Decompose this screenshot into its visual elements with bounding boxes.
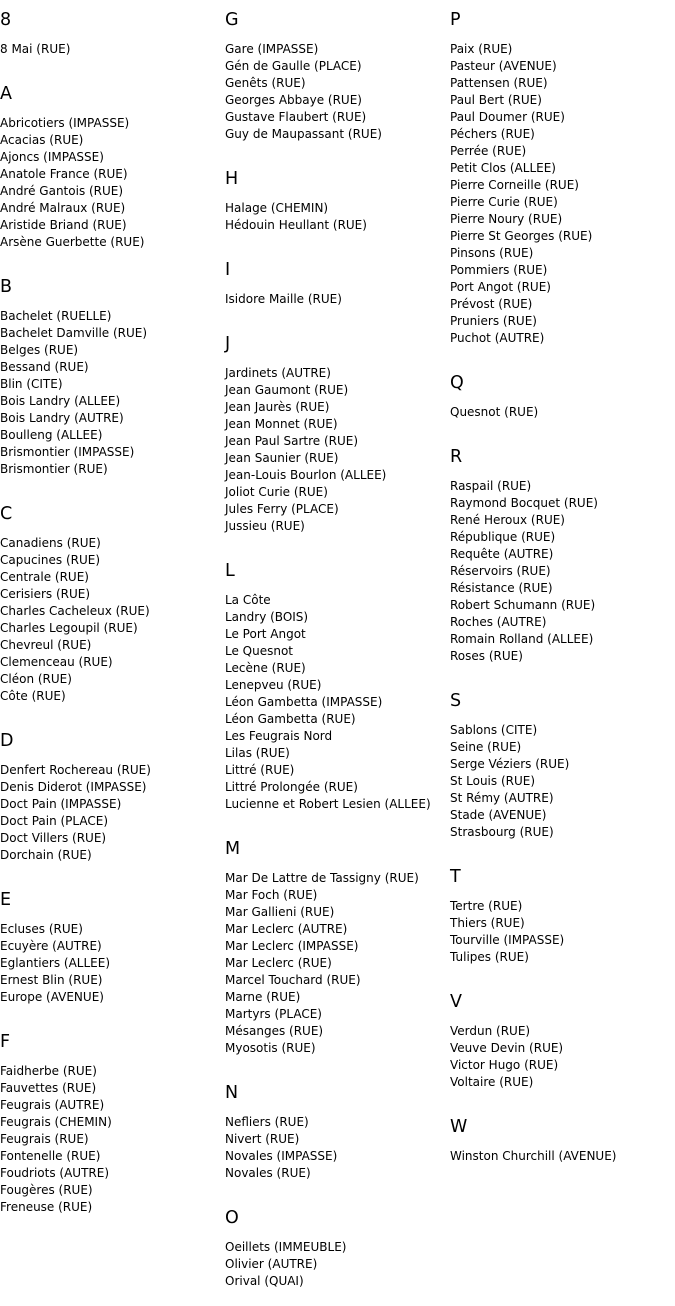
- street-link[interactable]: Littré (RUE): [225, 763, 295, 777]
- street-link[interactable]: Bois Landry (AUTRE): [0, 411, 124, 425]
- street-link[interactable]: Feugrais (AUTRE): [0, 1098, 105, 1112]
- street-link[interactable]: Dorchain (RUE): [0, 848, 92, 862]
- street-link[interactable]: Hédouin Heullant (RUE): [225, 218, 367, 232]
- street-index-column: [225, 0, 450, 1306]
- street-link[interactable]: Denfert Rochereau (RUE): [0, 763, 151, 777]
- street-link[interactable]: St Louis (RUE): [450, 774, 536, 788]
- street-link[interactable]: Jean Paul Sartre (RUE): [225, 434, 359, 448]
- street-link[interactable]: Centrale (RUE): [0, 570, 89, 584]
- letter-heading: Q: [450, 373, 464, 393]
- street-link[interactable]: Paul Doumer (RUE): [450, 110, 565, 124]
- street-link[interactable]: Pattensen (RUE): [450, 76, 548, 90]
- street-link[interactable]: Pinsons (RUE): [450, 246, 534, 260]
- street-link[interactable]: Brismontier (RUE): [0, 462, 108, 476]
- street-link[interactable]: Léon Gambetta (IMPASSE): [225, 695, 383, 709]
- street-list: [0, 921, 225, 1006]
- street-link[interactable]: Tourville (IMPASSE): [450, 933, 565, 947]
- street-link[interactable]: Lilas (RUE): [225, 746, 290, 760]
- letter-heading: T: [450, 867, 461, 887]
- street-link[interactable]: Jules Ferry (PLACE): [225, 502, 339, 516]
- street-link[interactable]: Georges Abbaye (RUE): [225, 93, 362, 107]
- street-link[interactable]: Isidore Maille (RUE): [225, 292, 342, 306]
- street-list: [0, 115, 225, 251]
- street-link[interactable]: Nivert (RUE): [225, 1132, 300, 1146]
- group-spacer: [450, 347, 675, 363]
- street-link[interactable]: Mar De Lattre de Tassigny (RUE): [225, 871, 419, 885]
- street-link[interactable]: Arsène Guerbette (RUE): [0, 235, 145, 249]
- street-link[interactable]: Gare (IMPASSE): [225, 42, 319, 56]
- street-link[interactable]: Robert Schumann (RUE): [450, 598, 596, 612]
- street-link[interactable]: Bois Landry (ALLEE): [0, 394, 121, 408]
- street-link[interactable]: Foudriots (AUTRE): [0, 1166, 110, 1180]
- street-link[interactable]: Tertre (RUE): [450, 899, 523, 913]
- street-link[interactable]: Freneuse (RUE): [0, 1200, 93, 1214]
- letter-group: [225, 328, 450, 551]
- street-link[interactable]: Le Quesnot: [225, 644, 294, 658]
- street-list: [450, 478, 675, 665]
- street-link[interactable]: Littré Prolongée (RUE): [225, 780, 358, 794]
- street-link[interactable]: Roches (AUTRE): [450, 615, 547, 629]
- street-link[interactable]: Petit Clos (ALLEE): [450, 161, 556, 175]
- street-link[interactable]: Jean-Louis Bourlon (ALLEE): [225, 468, 387, 482]
- letter-heading: O: [225, 1208, 239, 1228]
- street-link[interactable]: Pierre Curie (RUE): [450, 195, 558, 209]
- street-link[interactable]: Landry (BOIS): [225, 610, 309, 624]
- street-list: [0, 535, 225, 705]
- letter-group: [0, 725, 225, 880]
- street-link[interactable]: Jean Gaumont (RUE): [225, 383, 349, 397]
- street-link[interactable]: Brismontier (IMPASSE): [0, 445, 135, 459]
- street-link[interactable]: Le Port Angot: [225, 627, 306, 641]
- street-link[interactable]: Roses (RUE): [450, 649, 523, 663]
- street-link[interactable]: Pierre Corneille (RUE): [450, 178, 579, 192]
- street-link[interactable]: Mar Foch (RUE): [225, 888, 318, 902]
- street-link[interactable]: Joliot Curie (RUE): [225, 485, 328, 499]
- street-link[interactable]: Seine (RUE): [450, 740, 522, 754]
- street-link[interactable]: Capucines (RUE): [0, 553, 101, 567]
- street-link[interactable]: Olivier (AUTRE): [225, 1257, 318, 1271]
- street-link[interactable]: Clemenceau (RUE): [0, 655, 113, 669]
- street-link[interactable]: Résistance (RUE): [450, 581, 553, 595]
- street-link[interactable]: Martyrs (PLACE): [225, 1007, 322, 1021]
- street-link[interactable]: Doct Pain (PLACE): [0, 814, 109, 828]
- street-link[interactable]: Oeillets (IMMEUBLE): [225, 1240, 347, 1254]
- street-list: [225, 1114, 450, 1182]
- letter-heading: V: [450, 992, 462, 1012]
- street-link[interactable]: Gustave Flaubert (RUE): [225, 110, 367, 124]
- street-link[interactable]: Fougères (RUE): [0, 1183, 93, 1197]
- street-list: [450, 1023, 675, 1091]
- group-spacer: [450, 1165, 675, 1181]
- street-link[interactable]: Prévost (RUE): [450, 297, 533, 311]
- street-link[interactable]: Nefliers (RUE): [225, 1115, 309, 1129]
- street-link[interactable]: Mar Leclerc (IMPASSE): [225, 939, 359, 953]
- street-list: [0, 308, 225, 478]
- street-list: [450, 722, 675, 841]
- letter-group: [0, 271, 225, 494]
- letter-heading: N: [225, 1083, 239, 1103]
- street-link[interactable]: Faidherbe (RUE): [0, 1064, 97, 1078]
- street-link[interactable]: Jean Saunier (RUE): [225, 451, 339, 465]
- group-spacer: [450, 665, 675, 681]
- group-spacer: [0, 1006, 225, 1022]
- letter-heading: B: [0, 277, 13, 297]
- letter-group: [450, 861, 675, 982]
- street-link[interactable]: Veuve Devin (RUE): [450, 1041, 564, 1055]
- street-link[interactable]: Ecuyère (AUTRE): [0, 939, 102, 953]
- letter-heading: A: [0, 84, 12, 104]
- letter-group: [225, 163, 450, 250]
- letter-group: [225, 4, 450, 159]
- letter-heading: D: [0, 731, 14, 751]
- street-link[interactable]: André Gantois (RUE): [0, 184, 124, 198]
- street-link[interactable]: Mar Leclerc (RUE): [225, 956, 332, 970]
- street-link[interactable]: Léon Gambetta (RUE): [225, 712, 356, 726]
- street-link[interactable]: Cerisiers (RUE): [0, 587, 91, 601]
- street-list: [225, 592, 450, 813]
- street-link[interactable]: Feugrais (RUE): [0, 1132, 89, 1146]
- group-spacer: [0, 58, 225, 74]
- street-link[interactable]: Belges (RUE): [0, 343, 79, 357]
- street-link[interactable]: Victor Hugo (RUE): [450, 1058, 559, 1072]
- group-spacer: [0, 251, 225, 267]
- letter-group: [450, 441, 675, 681]
- street-link[interactable]: Feugrais (CHEMIN): [0, 1115, 112, 1129]
- street-link[interactable]: René Heroux (RUE): [450, 513, 565, 527]
- street-link[interactable]: Jardinets (AUTRE): [225, 366, 331, 380]
- letter-group: [450, 4, 675, 363]
- group-spacer: [0, 478, 225, 494]
- street-link[interactable]: Jean Jaurès (RUE): [225, 400, 330, 414]
- group-spacer: [450, 1091, 675, 1107]
- letter-group: [225, 555, 450, 829]
- street-link[interactable]: Pommiers (RUE): [450, 263, 548, 277]
- street-link[interactable]: Verdun (RUE): [450, 1024, 531, 1038]
- street-link[interactable]: Chevreul (RUE): [0, 638, 92, 652]
- street-link[interactable]: Jussieu (RUE): [225, 519, 305, 533]
- letter-heading: F: [0, 1032, 11, 1052]
- street-link[interactable]: Pasteur (AVENUE): [450, 59, 557, 73]
- street-link[interactable]: Acacias (RUE): [0, 133, 84, 147]
- street-link[interactable]: Lecène (RUE): [225, 661, 306, 675]
- street-list: [225, 291, 450, 308]
- letter-heading: J: [225, 334, 231, 354]
- letter-group: [0, 1026, 225, 1232]
- letter-group: [450, 685, 675, 857]
- street-link[interactable]: Orival (QUAI): [225, 1274, 304, 1288]
- street-link[interactable]: Pierre Noury (RUE): [450, 212, 563, 226]
- street-link[interactable]: André Malraux (RUE): [0, 201, 126, 215]
- letter-heading: I: [225, 260, 231, 280]
- street-list: [450, 1148, 675, 1165]
- street-index-column: [0, 0, 225, 1232]
- street-link[interactable]: Guy de Maupassant (RUE): [225, 127, 382, 141]
- street-link[interactable]: Bessand (RUE): [0, 360, 89, 374]
- street-link[interactable]: Stade (AVENUE): [450, 808, 547, 822]
- street-link[interactable]: Strasbourg (RUE): [450, 825, 554, 839]
- street-link[interactable]: Doct Pain (IMPASSE): [0, 797, 122, 811]
- street-link[interactable]: Péchers (RUE): [450, 127, 535, 141]
- street-link[interactable]: Genêts (RUE): [225, 76, 306, 90]
- street-list: [450, 41, 675, 347]
- street-link[interactable]: Charles Legoupil (RUE): [0, 621, 138, 635]
- street-link[interactable]: Marne (RUE): [225, 990, 301, 1004]
- street-link[interactable]: Paix (RUE): [450, 42, 513, 56]
- letter-heading: W: [450, 1117, 468, 1137]
- street-link[interactable]: 8 Mai (RUE): [0, 42, 71, 56]
- letter-heading: P: [450, 10, 461, 30]
- street-link[interactable]: Myosotis (RUE): [225, 1041, 316, 1055]
- street-link[interactable]: Aristide Briand (RUE): [0, 218, 127, 232]
- group-spacer: [225, 308, 450, 324]
- letter-group: [225, 1202, 450, 1306]
- street-link[interactable]: Thiers (RUE): [450, 916, 525, 930]
- street-link[interactable]: Bachelet Damville (RUE): [0, 326, 148, 340]
- street-list: [225, 41, 450, 143]
- street-link[interactable]: Winston Churchill (AVENUE): [450, 1149, 617, 1163]
- street-link[interactable]: République (RUE): [450, 530, 556, 544]
- street-link[interactable]: Charles Cacheleux (RUE): [0, 604, 150, 618]
- street-link[interactable]: Halage (CHEMIN): [225, 201, 329, 215]
- group-spacer: [0, 705, 225, 721]
- letter-group: [0, 884, 225, 1022]
- letter-group: [450, 1111, 675, 1181]
- street-link[interactable]: Côte (RUE): [0, 689, 66, 703]
- group-spacer: [225, 143, 450, 159]
- letter-heading: H: [225, 169, 239, 189]
- group-spacer: [0, 1216, 225, 1232]
- street-link[interactable]: Les Feugrais Nord: [225, 729, 333, 743]
- letter-group: [450, 986, 675, 1107]
- letter-heading: L: [225, 561, 235, 581]
- street-link[interactable]: Ernest Blin (RUE): [0, 973, 103, 987]
- group-spacer: [450, 966, 675, 982]
- street-link[interactable]: Boulleng (ALLEE): [0, 428, 103, 442]
- street-link[interactable]: Puchot (AUTRE): [450, 331, 545, 345]
- group-spacer: [0, 864, 225, 880]
- letter-heading: S: [450, 691, 462, 711]
- street-list: [225, 200, 450, 234]
- group-spacer: [225, 234, 450, 250]
- street-link[interactable]: Port Angot (RUE): [450, 280, 551, 294]
- street-link[interactable]: Ajoncs (IMPASSE): [0, 150, 104, 164]
- group-spacer: [450, 841, 675, 857]
- street-link[interactable]: Abricotiers (IMPASSE): [0, 116, 130, 130]
- street-link[interactable]: Marcel Touchard (RUE): [225, 973, 361, 987]
- street-index-column: [450, 0, 675, 1181]
- letter-heading: G: [225, 10, 239, 30]
- street-link[interactable]: Pierre St Georges (RUE): [450, 229, 593, 243]
- street-link[interactable]: La Côte: [225, 593, 271, 607]
- street-link[interactable]: Jean Monnet (RUE): [225, 417, 338, 431]
- group-spacer: [225, 535, 450, 551]
- street-link[interactable]: Perrée (RUE): [450, 144, 527, 158]
- street-link[interactable]: Paul Bert (RUE): [450, 93, 542, 107]
- street-list: [0, 1063, 225, 1216]
- letter-group: [225, 833, 450, 1073]
- street-link[interactable]: Ecluses (RUE): [0, 922, 83, 936]
- street-link[interactable]: Raymond Bocquet (RUE): [450, 496, 598, 510]
- street-link[interactable]: Blin (CITE): [0, 377, 63, 391]
- street-link[interactable]: Pruniers (RUE): [450, 314, 537, 328]
- street-link[interactable]: Mar Leclerc (AUTRE): [225, 922, 348, 936]
- street-list: [0, 762, 225, 864]
- street-link[interactable]: Tulipes (RUE): [450, 950, 529, 964]
- street-link[interactable]: Novales (IMPASSE): [225, 1149, 338, 1163]
- street-link[interactable]: Gén de Gaulle (PLACE): [225, 59, 362, 73]
- letter-group: [0, 78, 225, 267]
- group-spacer: [225, 1057, 450, 1073]
- street-link[interactable]: Fauvettes (RUE): [0, 1081, 97, 1095]
- street-link[interactable]: Novales (RUE): [225, 1166, 311, 1180]
- street-link[interactable]: Voltaire (RUE): [450, 1075, 534, 1089]
- street-link[interactable]: Lucienne et Robert Lesien (ALLEE): [225, 797, 431, 811]
- street-link[interactable]: Mésanges (RUE): [225, 1024, 324, 1038]
- group-spacer: [225, 1182, 450, 1198]
- street-link[interactable]: Quesnot (RUE): [450, 405, 539, 419]
- street-link[interactable]: Canadiens (RUE): [0, 536, 101, 550]
- group-spacer: [225, 1290, 450, 1306]
- street-list: [0, 41, 225, 58]
- street-link[interactable]: Cléon (RUE): [0, 672, 72, 686]
- street-link[interactable]: St Rémy (AUTRE): [450, 791, 554, 805]
- street-link[interactable]: Europe (AVENUE): [0, 990, 104, 1004]
- street-link[interactable]: Doct Villers (RUE): [0, 831, 107, 845]
- letter-group: [0, 4, 225, 74]
- group-spacer: [450, 421, 675, 437]
- street-list: [225, 365, 450, 535]
- street-link[interactable]: Réservoirs (RUE): [450, 564, 551, 578]
- street-list: [450, 898, 675, 966]
- letter-heading: 8: [0, 10, 12, 30]
- street-link[interactable]: Mar Gallieni (RUE): [225, 905, 335, 919]
- letter-heading: E: [0, 890, 12, 910]
- group-spacer: [225, 813, 450, 829]
- street-link[interactable]: Bachelet (RUELLE): [0, 309, 112, 323]
- letter-heading: M: [225, 839, 241, 859]
- street-list: [225, 1239, 450, 1290]
- letter-heading: C: [0, 504, 13, 524]
- street-link[interactable]: Eglantiers (ALLEE): [0, 956, 111, 970]
- letter-group: [225, 1077, 450, 1198]
- letter-group: [225, 254, 450, 324]
- street-link[interactable]: Lenepveu (RUE): [225, 678, 322, 692]
- street-link[interactable]: Serge Véziers (RUE): [450, 757, 570, 771]
- street-link[interactable]: Raspail (RUE): [450, 479, 532, 493]
- letter-group: [450, 367, 675, 437]
- street-link[interactable]: Fontenelle (RUE): [0, 1149, 101, 1163]
- street-link[interactable]: Denis Diderot (IMPASSE): [0, 780, 147, 794]
- street-link[interactable]: Romain Rolland (ALLEE): [450, 632, 594, 646]
- letter-group: [0, 498, 225, 721]
- street-list: [225, 870, 450, 1057]
- street-list: [450, 404, 675, 421]
- letter-heading: R: [450, 447, 463, 467]
- street-link[interactable]: Requête (AUTRE): [450, 547, 554, 561]
- street-link[interactable]: Anatole France (RUE): [0, 167, 128, 181]
- street-link[interactable]: Sablons (CITE): [450, 723, 538, 737]
